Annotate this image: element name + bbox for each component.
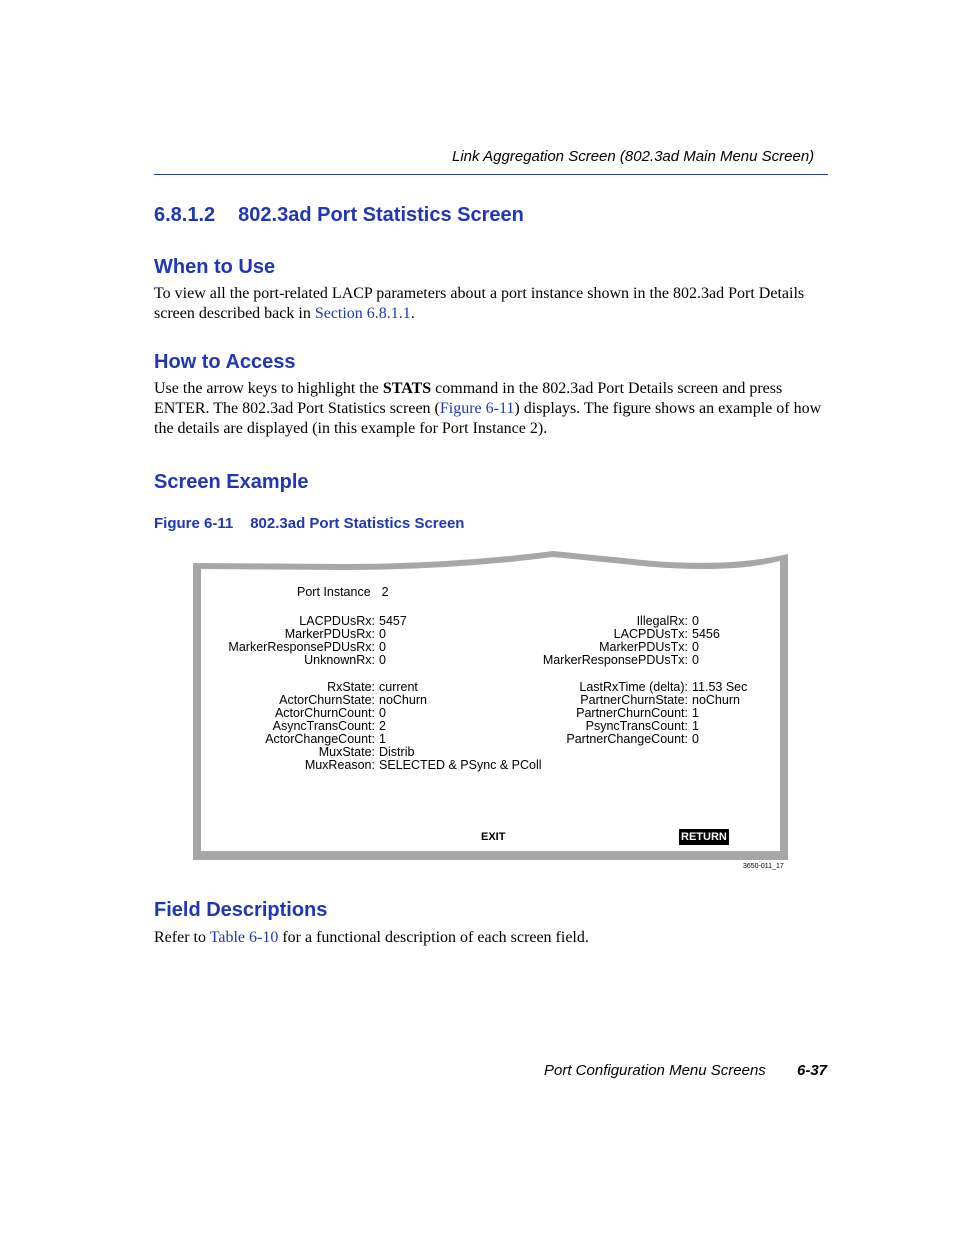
figure-label: Figure 6-11 <box>154 515 234 532</box>
figure-link[interactable]: Figure 6-11 <box>439 400 515 417</box>
return-command[interactable]: RETURN <box>681 831 727 843</box>
right-group2-labels: LastRxTime (delta): PartnerChurnState: PartnerChurnCount: PsyncTransCount: PartnerChangeCount: <box>566 680 688 746</box>
how-to-access-text: Use the arrow keys to highlight the STATS command in the 802.3ad Port Details screen and press ENTER. The 802.3ad Port Statistics screen (Figure 6-11) displays. The figure shows an example of how the details are displayed (in this example for Port Instance 2). <box>154 380 822 437</box>
left-group1-labels: LACPDUsRx: MarkerPDUsRx: MarkerResponsePDUsRx: UnknownRx: <box>228 614 375 667</box>
right-group1-labels: IllegalRx: LACPDUsTx: MarkerPDUsTx: MarkerResponsePDUsTx: <box>542 614 688 667</box>
field-descriptions-heading: Field Descriptions <box>154 899 328 921</box>
running-header: Link Aggregation Screen (802.3ad Main Menu Screen) <box>452 148 815 165</box>
section-title: 802.3ad Port Statistics Screen <box>238 204 524 226</box>
header-rule <box>154 174 828 175</box>
figure-id: 3650-011_17 <box>743 863 784 870</box>
right-group1-values: 0 5456 0 0 <box>692 614 720 667</box>
footer-title: Port Configuration Menu Screens <box>544 1062 766 1079</box>
page-number: 6-37 <box>797 1062 828 1079</box>
how-to-access-heading: How to Access <box>154 351 296 373</box>
screen-example-heading: Screen Example <box>154 471 309 493</box>
figure-caption <box>154 515 464 532</box>
terminal-screen <box>193 551 788 860</box>
when-to-use-heading: When to Use <box>154 256 276 278</box>
exit-command[interactable]: EXIT <box>481 831 506 843</box>
left-group2-labels: RxState: ActorChurnState: ActorChurnCount: AsyncTransCount: ActorChangeCount: MuxState: MuxReason: <box>265 680 375 772</box>
figure-title: 802.3ad Port Statistics Screen <box>250 515 465 532</box>
section-heading <box>154 204 524 227</box>
stats-command: STATS <box>382 380 432 397</box>
left-group2-values: current noChurn 0 2 1 Distrib SELECTED & PSync & PColl <box>379 680 542 772</box>
section-link[interactable]: Section 6.8.1.1 <box>314 305 411 322</box>
section-number: 6.8.1.2 <box>154 204 216 226</box>
table-link[interactable]: Table 6-10 <box>209 929 279 946</box>
field-descriptions-text: Refer to Table 6-10 for a functional description of each screen field. <box>154 929 589 946</box>
left-group1-values: 5457 0 0 0 <box>379 614 407 667</box>
port-instance-row: Port Instance 2 <box>297 585 389 599</box>
right-group2-values: 11.53 Sec noChurn 1 1 0 <box>692 680 748 746</box>
when-to-use-text: To view all the port-related LACP parameters about a port instance shown in the 802.3ad Port Details screen described back in Section 6.8.1.1. <box>154 285 805 322</box>
port-instance-value: 2 <box>381 585 389 599</box>
